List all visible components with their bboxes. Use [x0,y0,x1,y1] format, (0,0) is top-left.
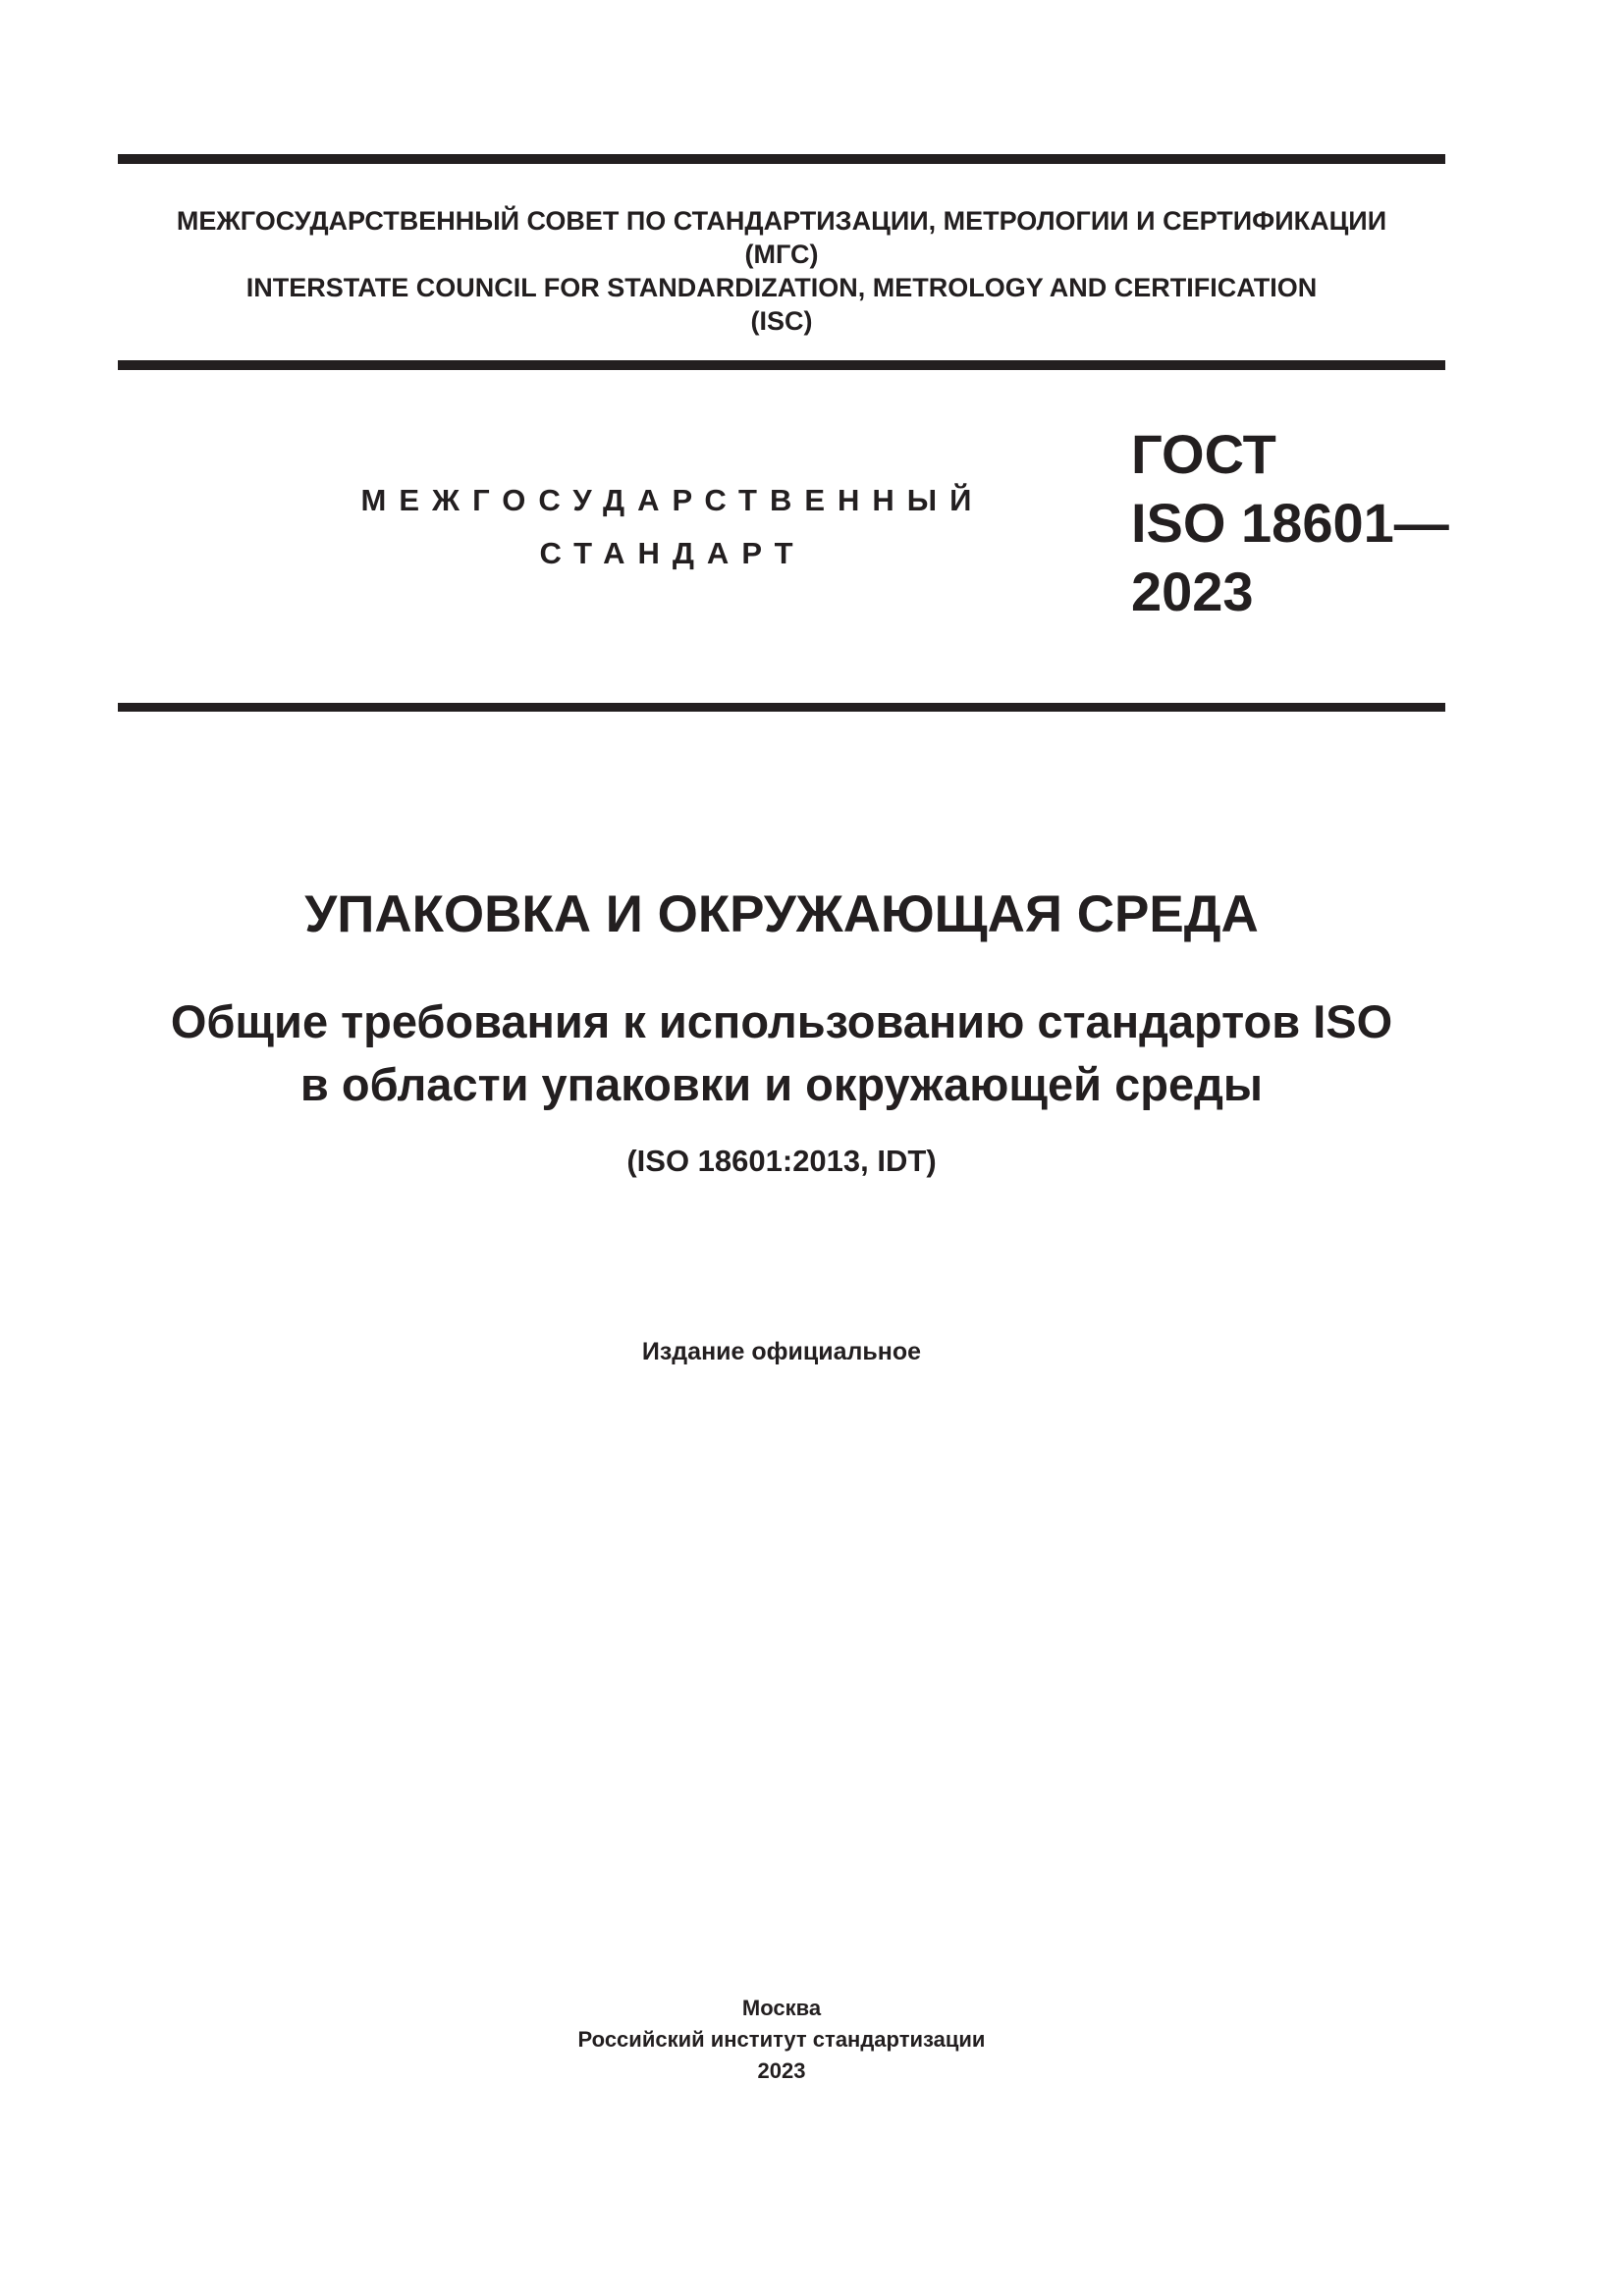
top-rule [118,154,1445,164]
designation-divider [118,703,1445,712]
edition-label: Издание официальное [641,1338,922,1365]
publisher-footer [118,1993,1445,2087]
standard-type-line-1: МЕЖГОСУДАРСТВЕННЫЙ [360,483,985,517]
standard-type [324,474,1021,580]
council-name-ru: МЕЖГОСУДАРСТВЕННЫЙ СОВЕТ ПО СТАНДАРТИЗАЦИИ, МЕТРОЛОГИИ И СЕРТИФИКАЦИИ [176,206,1387,236]
footer-year: 2023 [757,2058,806,2083]
subtitle-line-2: в области упаковки и окружающей среды [299,1058,1264,1110]
subtitle-line-1: Общие требования к использованию стандартов ISO [170,995,1393,1047]
standard-designation [1131,420,1449,626]
council-abbr-ru: (МГС) [744,240,819,269]
designation-line-1: ГОСТ [1131,423,1276,485]
document-subtitle [118,990,1445,1116]
council-name-en: INTERSTATE COUNCIL FOR STANDARDIZATION, METROLOGY AND CERTIFICATION [245,273,1318,302]
designation-line-2: ISO 18601— [1131,492,1449,554]
document-title: УПАКОВКА И ОКРУЖАЮЩАЯ СРЕДА [304,885,1259,943]
header-divider [118,360,1445,370]
footer-publisher: Российский институт стандартизации [577,2027,986,2052]
footer-city: Москва [741,1996,822,2020]
standard-type-line-2: СТАНДАРТ [539,536,806,570]
council-abbr-en: (ISC) [750,306,813,336]
council-header [118,204,1445,338]
iso-identity: (ISO 18601:2013, IDT) [626,1144,937,1178]
designation-line-3: 2023 [1131,561,1254,622]
